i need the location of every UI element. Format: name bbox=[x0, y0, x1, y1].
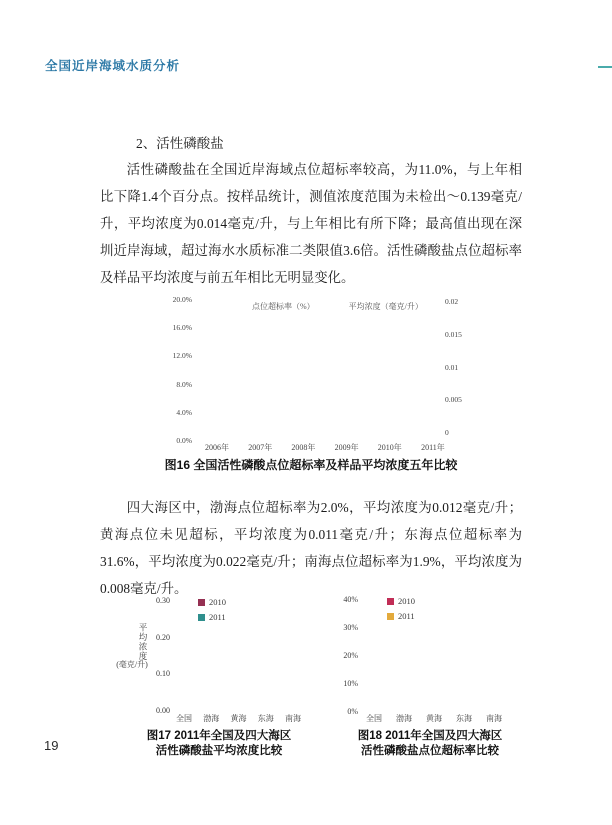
fig18-legend bbox=[387, 596, 415, 621]
fig18-x-tick: 全国 bbox=[366, 714, 382, 723]
fig16-x-tick: 2009年 bbox=[334, 443, 359, 452]
figure-18-caption-line2: 活性磷酸盐点位超标率比较 bbox=[361, 745, 499, 757]
fig18-legend-2010-label: 2010 bbox=[398, 596, 415, 606]
fig16-yright-tick: 0.005 bbox=[445, 395, 462, 405]
fig16-x-tick: 2006年 bbox=[205, 443, 229, 452]
fig17-y-axis-label: 平均浓度 bbox=[138, 623, 148, 661]
fig16-x-tick: 2008年 bbox=[291, 443, 316, 452]
fig18-y-tick: 10% bbox=[343, 679, 358, 688]
fig18-legend-2011-label: 2011 bbox=[398, 611, 415, 621]
fig17-y-tick: 0.10 bbox=[156, 669, 170, 679]
legend-swatch-2011 bbox=[387, 613, 394, 620]
fig16-x-tick: 2011年 bbox=[421, 443, 445, 452]
fig17-legend-2011 bbox=[198, 612, 226, 622]
fig17-x-tick: 渤海 bbox=[203, 714, 220, 723]
fig16-yright-tick: 0 bbox=[445, 428, 449, 437]
fig17-y-tick: 0.20 bbox=[156, 632, 170, 642]
fig16-x-tick: 2010年 bbox=[377, 443, 402, 452]
fig17-y-tick: 0.30 bbox=[156, 596, 170, 605]
page-header-title: 全国近岸海域水质分析 bbox=[45, 59, 181, 73]
figure-18-caption-line1: 图18 2011年全国及四大海区 bbox=[357, 730, 503, 742]
figure-16-caption: 图16 全国活性磷酸点位超标率及样品平均浓度五年比较 bbox=[164, 458, 458, 472]
page-number: 19 bbox=[44, 738, 59, 753]
fig16-x-tick: 2007年 bbox=[248, 443, 273, 452]
fig16-yleft-tick: 8.0% bbox=[176, 379, 192, 389]
fig18-legend-2011 bbox=[387, 611, 415, 621]
fig18-x-tick: 南海 bbox=[486, 714, 502, 723]
figure-16-chart bbox=[148, 293, 468, 458]
fig16-legend bbox=[252, 301, 423, 312]
fig18-y-tick: 30% bbox=[343, 623, 358, 632]
fig17-legend-2010 bbox=[198, 597, 226, 607]
fig18-y-axis-ticks bbox=[335, 595, 358, 716]
fig18-x-tick: 东海 bbox=[456, 714, 472, 723]
fig17-legend bbox=[198, 597, 226, 622]
paragraph-2: 四大海区中，渤海点位超标率为2.0%，平均浓度为0.012毫克/升；黄海点位未见超标，平均浓度为0.011毫克/升；东海点位超标率为31.6%，平均浓度为0.022毫克/升；南海点位超标率为1.9%，平均浓度为0.008毫克/升。 bbox=[100, 500, 522, 596]
figure-17-chart bbox=[110, 593, 322, 733]
fig18-y-tick: 0% bbox=[347, 707, 358, 716]
fig18-y-tick: 20% bbox=[343, 651, 358, 660]
figure-18-chart bbox=[335, 593, 543, 733]
fig17-legend-2010-label: 2010 bbox=[209, 597, 226, 607]
fig16-left-axis-ticks bbox=[148, 295, 192, 445]
fig17-x-tick: 东海 bbox=[257, 714, 274, 723]
fig18-legend-2010 bbox=[387, 596, 415, 606]
figure-17-caption-line1: 图17 2011年全国及四大海区 bbox=[146, 730, 292, 742]
section-heading: 2、活性磷酸盐 bbox=[136, 136, 224, 151]
fig16-yright-tick: 0.015 bbox=[445, 329, 462, 339]
legend-swatch-2010 bbox=[387, 598, 394, 605]
fig17-x-tick: 全国 bbox=[176, 714, 192, 723]
fig16-right-axis-ticks bbox=[445, 297, 469, 437]
header-rule-dash bbox=[598, 66, 612, 68]
fig17-legend-2011-label: 2011 bbox=[209, 612, 226, 622]
fig17-x-axis-labels bbox=[173, 713, 304, 724]
legend-swatch-2011 bbox=[198, 614, 205, 621]
legend-swatch-2010 bbox=[198, 599, 205, 606]
fig18-x-tick: 黄海 bbox=[426, 714, 442, 723]
fig16-x-axis-labels bbox=[200, 442, 450, 453]
fig16-yleft-tick: 12.0% bbox=[172, 351, 192, 361]
fig16-yright-tick: 0.02 bbox=[445, 297, 459, 306]
fig18-x-axis-labels bbox=[363, 713, 505, 724]
figure-17-caption bbox=[108, 729, 330, 759]
paragraph-1: 活性磷酸盐在全国近岸海域点位超标率较高，为11.0%，与上年相比下降1.4个百分点。按样品统计，测值浓度范围为未检出～0.139毫克/升，平均浓度为0.014毫克/升，与上年相比有所下降；最高值出现在深圳近岸海域，超过海水水质标准二类限值3.6倍。活性磷酸盐点位超标率及样品平均浓度与前五年相比无明显变化。 bbox=[100, 162, 522, 285]
figure-18-caption bbox=[332, 729, 528, 759]
fig16-yleft-tick: 20.0% bbox=[172, 295, 192, 304]
fig17-x-tick: 黄海 bbox=[230, 714, 247, 723]
fig17-y-axis-unit: (毫克/升) bbox=[116, 660, 148, 669]
fig17-y-tick: 0.00 bbox=[156, 705, 170, 715]
fig18-x-tick: 渤海 bbox=[396, 714, 412, 723]
fig17-y-axis-ticks bbox=[140, 596, 170, 715]
fig17-x-tick: 南海 bbox=[285, 714, 301, 723]
fig16-yleft-tick: 16.0% bbox=[172, 323, 192, 333]
fig16-yleft-tick: 4.0% bbox=[176, 407, 192, 417]
fig16-legend-mean-concentration: 平均浓度（毫克/升） bbox=[348, 302, 423, 311]
fig16-yleft-tick: 0.0% bbox=[176, 435, 192, 445]
figure-17-caption-line2: 活性磷酸盐平均浓度比较 bbox=[155, 745, 283, 757]
fig16-legend-exceedance-rate: 点位超标率（%） bbox=[252, 302, 315, 311]
fig18-y-tick: 40% bbox=[343, 595, 358, 604]
fig16-yright-tick: 0.01 bbox=[445, 362, 459, 372]
